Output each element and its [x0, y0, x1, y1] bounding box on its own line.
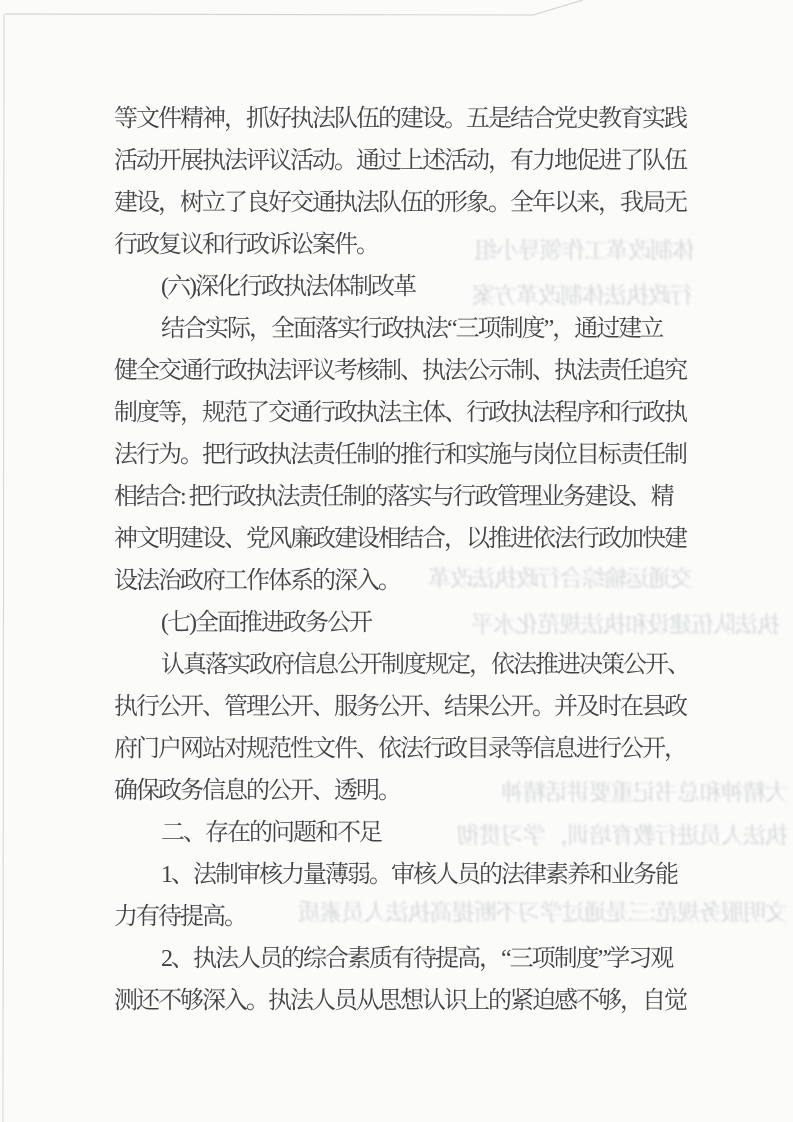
bleedthrough-text: 执法队伍建设和执法规范化水平	[472, 612, 780, 637]
text-line: 行政复议和行政诉讼案件。	[114, 232, 378, 258]
text-line: 结合实际，全面落实行政执法“三项制度”，通过建立	[161, 316, 663, 342]
section-heading: (七)全面推进政务公开	[161, 610, 371, 636]
text-line: 确保政务信息的公开、透明。	[114, 778, 400, 804]
text-line: 相结合: 把行政执法责任制的落实与行政管理业务建设、精	[114, 484, 673, 510]
section-heading: (六)深化行政执法体制改革	[161, 274, 415, 300]
text-line: 设法治政府工作体系的深入。	[114, 568, 400, 594]
section-heading: 二、存在的问题和不足	[161, 820, 381, 846]
bleedthrough-text: 大精神和总书记重要讲话精神	[502, 780, 788, 805]
text-line: 认真落实政府信息公开制度规定，依法推进决策公开、	[161, 652, 689, 678]
text-line: 力有待提高。	[114, 904, 246, 930]
page-left-edge-line	[3, 14, 4, 1122]
text-line: 法行为。把行政执法责任制的推行和实施与岗位目标责任制	[114, 442, 686, 468]
text-line: 等文件精神，抓好执法队伍的建设。五是结合党史教育实践	[114, 106, 686, 132]
bleedthrough-text: 执法人员进行教育培训，学习贯彻	[458, 823, 788, 848]
bleedthrough-text: 交通运输综合行政执法改革	[429, 566, 693, 591]
bleedthrough-text: 文明服务规范:三是通过学习不断提高执法人员素质	[298, 900, 788, 925]
numbered-item: 2、执法人员的综合素质有待提高，“三项制度”学习观	[161, 946, 673, 972]
text-line: 测还不够深入。执法人员从思想认识上的紧迫感不够，自觉	[114, 988, 686, 1014]
page-top-edge-line	[5, 0, 583, 15]
text-line: 府门户网站对规范性文件、依法行政目录等信息进行公开，	[114, 736, 686, 762]
numbered-item: 1、法制审核力量薄弱。审核人员的法律素养和业务能	[161, 862, 677, 888]
text-line: 执行公开、管理公开、服务公开、结果公开。并及时在县政	[114, 694, 686, 720]
text-line: 健全交通行政执法评议考核制、执法公示制、执法责任追究	[114, 358, 686, 384]
document-text-column	[114, 98, 714, 1022]
text-line: 建设，树立了良好交通执法队伍的形象。全年以来，我局无	[114, 190, 686, 216]
bleedthrough-text: 行政执法体制改革方案	[473, 283, 693, 308]
text-line: 制度等，规范了交通行政执法主体、行政执法程序和行政执	[114, 400, 686, 426]
bleedthrough-text: 体制改革工作领导小组	[475, 238, 695, 263]
text-line: 神文明建设、党风廉政建设相结合，以推进依法行政加快建	[114, 526, 686, 552]
text-line: 活动开展执法评议活动。通过上述活动，有力地促进了队伍	[114, 148, 686, 174]
